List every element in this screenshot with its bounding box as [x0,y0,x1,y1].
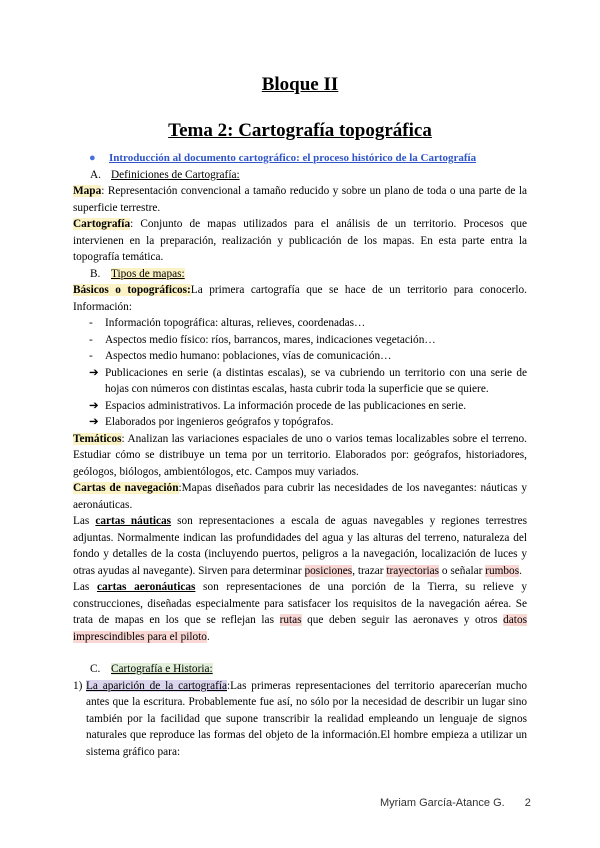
footer-author: Myriam García-Atance G. [380,797,505,809]
section-b-title: Tipos de mapas: [111,267,185,280]
section-a-heading: A. Definiciones de Cartografía: [90,168,240,181]
intro-link-item[interactable] [73,150,527,167]
dash-icon: - [89,333,93,346]
list-item: - Aspectos medio físico: ríos, barrancos, mares, indicaciones vegetación… [73,332,527,349]
list-item: - Información topográfica: alturas, relieves, coordenadas… [73,315,527,332]
list-item: - Aspectos medio humano: poblaciones, vías de comunicación… [73,348,527,365]
term-aparicion: La aparición de la cartografía [86,679,228,692]
term-basicos: Básicos o topográficos: [73,284,191,296]
block-title: Bloque II [261,74,339,95]
term-cartografia: Cartografía [73,218,131,230]
paragraph-nauticas: Las cartas náuticas son representaciones a escala de aguas navegables y regiones terrestres adjuntas. Normalmente indican las profundidades del agua y las alturas del terreno, naturaleza del fondo y detalles de la costa (incluyendo puertos, peligros a la navegación, localización de luces y otras ayudas al navegante). Sirven para determinar posiciones, trazar trayectorias o señalar rumbos. [73,515,528,577]
dash-icon: - [89,350,93,362]
section-a-title: Definiciones de Cartografía: [111,168,240,181]
definition-cartografia: Cartografía: Conjunto de mapas utilizados para el análisis de un territorio. Procesos que intervienen en la preparación, realización y publicación de los mapas. En esta parte entra la topografía temática. [73,218,527,263]
term-navegacion: Cartas de navegación [73,482,179,494]
spacer [73,645,527,661]
definition-mapa: Mapa: Representación convencional a tamaño reducido y sobre un plano de toda o una parte de la superficie terrestre. [73,185,527,214]
term-tematicos: Temáticos [73,432,122,445]
arrow-icon: ➔ [89,399,99,412]
section-b-heading: B. Tipos de mapas: [90,267,185,280]
page-footer [380,797,531,809]
definition-tematicos: Temáticos: Analizan las variaciones espaciales de uno o varios temas localizables sobre el terreno. Estudiar cómo se distribuye un tema por un territorio. Elaborados por: geógrafos, historiadores, geólogos, biólogos, ambientólogos, etc. Campos muy variados. [73,432,527,478]
document-body [73,150,527,760]
page-number: 2 [524,797,531,809]
term-aeronauticas: cartas aeronáuticas [96,581,196,593]
term-mapa: Mapa [73,185,102,197]
section-c-title: Cartografía e Historia: [111,663,213,675]
list-item: ➔ Elaborados por ingenieros geógrafos y topógrafos. [73,414,527,431]
section-c-heading: C. Cartografía e Historia: [90,663,213,675]
bullet-icon: ● [89,152,96,164]
arrow-icon: ➔ [89,366,99,379]
dash-icon: - [89,317,93,329]
numbered-item: 1) La aparición de la cartografía:Las primeras representaciones del territorio aparecerían mucho antes que la escritura. Probablemente fue así, no sólo por la necesidad de describir un lugar sino también por la facilidad que supone transcribir la realidad empleando un lenguaje de signos naturales que reproduce las formas del objeto de la información.El hombre empieza a utilizar un sistema gráfico para: [73,679,527,758]
list-item: ➔ Espacios administrativos. La información procede de las publicaciones en serie. [73,398,527,415]
tema-title: Tema 2: Cartografía topográfica [168,120,432,141]
arrow-icon: ➔ [89,416,99,428]
term-nauticas: cartas náuticas [95,515,172,527]
definition-basicos: Básicos o topográficos:La primera cartografía que se hace de un territorio para conocerlo. Información: [73,284,527,313]
definition-navegacion: Cartas de navegación:Mapas diseñados para cubrir las necesidades de los navegantes: náuticas y aeronáuticas. [73,482,527,511]
paragraph-aeronauticas: Las cartas aeronáuticas son representaciones de una porción de la Tierra, su relieve y construcciones, diseñadas especialmente para satisfacer los requisitos de la navegación aérea. Se trata de mapas en los que se reflejan las rutas que deben seguir las aeronaves y otros datos imprescindibles para el piloto. [73,581,528,643]
list-item: ➔ Publicaciones en serie (a distintas escalas), se va cubriendo un territorio con una serie de hojas con números con distintas escalas, hasta cubrir toda la superficie que se quiere. [89,366,527,395]
intro-link-text[interactable]: Introducción al documento cartográfico: el proceso histórico de la Cartografía [109,152,477,164]
